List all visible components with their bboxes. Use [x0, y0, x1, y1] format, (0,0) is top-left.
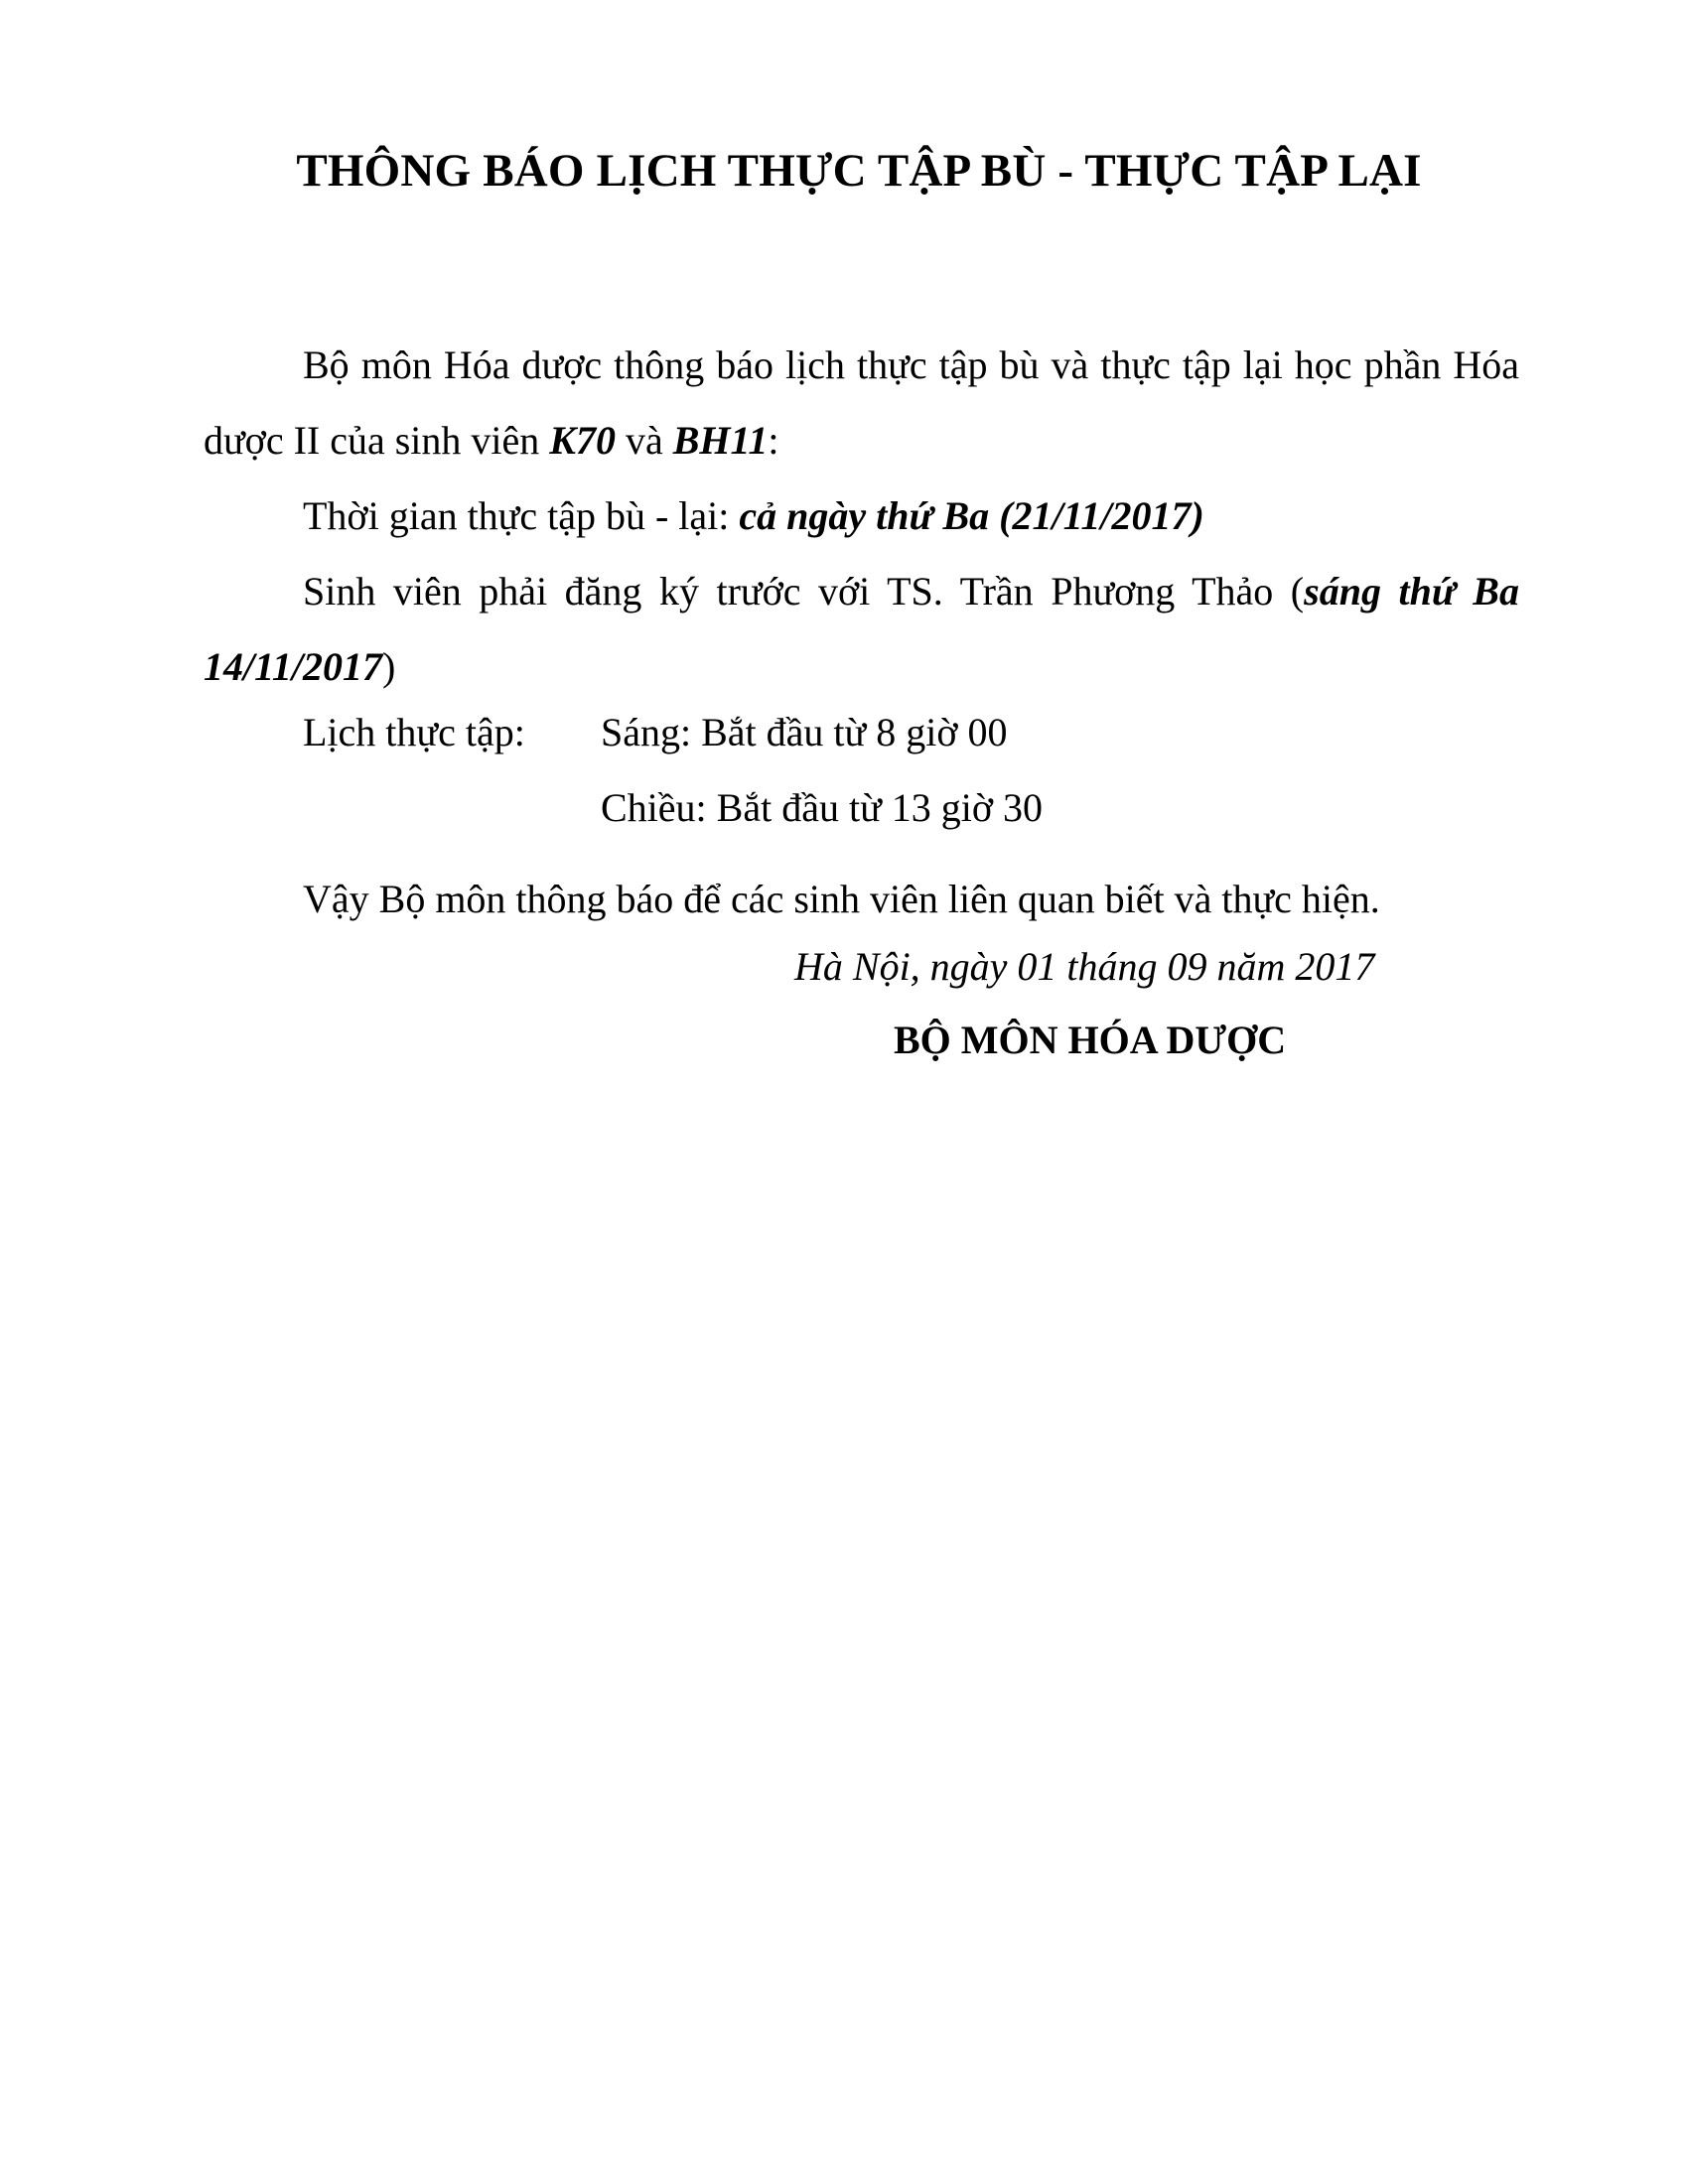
place-date-line: Hà Nội, ngày 01 tháng 09 năm 2017 — [794, 944, 1375, 989]
schedule-label: Lịch thực tập: — [303, 710, 525, 754]
time-label: Thời gian thực tập bù - lại: — [303, 493, 740, 538]
register-close-paren: ) — [382, 644, 396, 689]
document-title: THÔNG BÁO LỊCH THỰC TẬP BÙ - THỰC TẬP LẠI — [296, 145, 1422, 197]
register-paragraph — [204, 554, 1519, 705]
register-deadline: sáng thứ Ba 14/11/2017 — [204, 569, 1519, 689]
time-value: cả ngày thứ Ba (21/11/2017) — [739, 493, 1204, 538]
intro-colon: : — [768, 418, 779, 463]
document-body — [204, 328, 1519, 705]
class-code-bh11: BH11 — [672, 418, 769, 463]
schedule-morning: Sáng: Bắt đầu từ 8 giờ 00 — [601, 710, 1008, 754]
register-text: Sinh viên phải đăng ký trước với TS. Trần Phương Thảo ( — [303, 569, 1305, 614]
intro-text: Bộ môn Hóa dược thông báo lịch thực tập bù và thực tập lại học phần Hóa dược II của sinh viên — [204, 342, 1519, 463]
intro-paragraph — [204, 328, 1519, 478]
signature-department: BỘ MÔN HÓA DƯỢC — [894, 1018, 1287, 1062]
class-code-k70: K70 — [549, 418, 616, 463]
time-paragraph — [204, 478, 1519, 554]
schedule-afternoon: Chiều: Bắt đầu từ 13 giờ 30 — [601, 785, 1044, 830]
intro-conjunction: và — [615, 418, 673, 463]
closing-sentence: Vậy Bộ môn thông báo để các sinh viên liên quan biết và thực hiện. — [303, 877, 1380, 921]
